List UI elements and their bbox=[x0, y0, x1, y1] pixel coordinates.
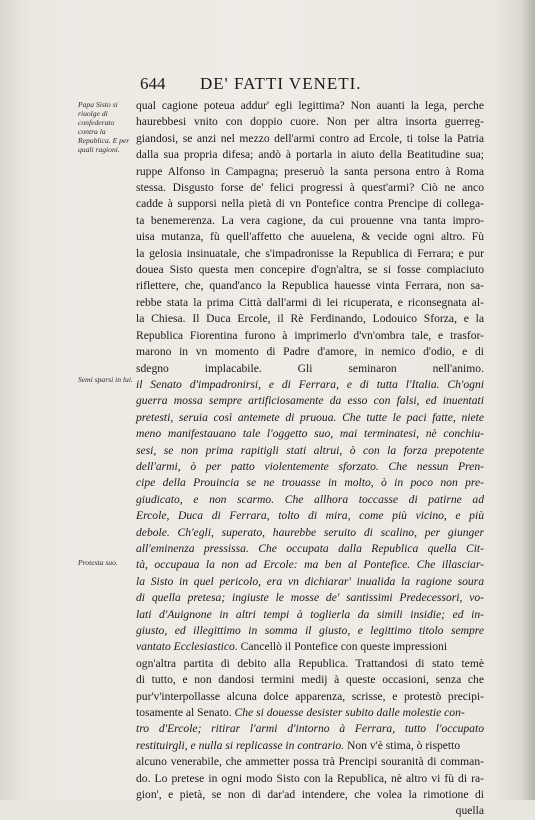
page-number: 644 bbox=[140, 74, 166, 93]
text-line: Ercole, Duca di Ferrara, tolto di mira, come più vicino, e più bbox=[136, 509, 484, 523]
paragraph-roman-2 bbox=[136, 656, 484, 820]
text-line: debole. Ch'egli, superato, haurebbe seruito di scalino, per giunger bbox=[136, 525, 484, 539]
text-line-mixed bbox=[136, 705, 484, 721]
text-line: rebbe stata la prima Città dall'armi di lei ricuperata, e riconsegnata al- bbox=[136, 295, 484, 309]
text-line: la Chiesa. Il Duca Ercole, il Rè Ferdinando, Lodouico Sforza, e la bbox=[136, 312, 484, 326]
text-line: ruppe Alfonso in Campagna; preseruò la santa persona entro à Roma bbox=[136, 164, 484, 178]
text-line: giusto, ed illegittimo in somma il giusto, e legittimo titolo sempre bbox=[136, 624, 484, 637]
text-line: la Sisto in quel pericolo, era vn dichiarar' inualida la ragione soura bbox=[136, 574, 484, 588]
text-line: sesi, se non prima rapitigli stati altrui, ò con la forza prepotente bbox=[136, 443, 484, 457]
text-line: uisa mutanza, fù quell'affetto che auuelena, & vecide ogni altro. Fù bbox=[136, 230, 484, 244]
roman-fragment: Non v'è stima, ò rispetto bbox=[346, 738, 461, 752]
text-line: all'eminenza pressissa. Che occupata dalla Republica quella Cit- bbox=[136, 541, 484, 555]
text-line: di tutto, e non dandosi termini medij à queste occasioni, senza che bbox=[136, 673, 484, 687]
text-line: ta benemerenza. La vera cagione, da cui prouenne vna tanta impro- bbox=[136, 213, 484, 227]
text-line: il Senato d'impadronirsi, e di Ferrara, e di tutta l'Italia. Ch'ogni bbox=[136, 377, 484, 391]
text-line: alcuno venerabile, che ammetter possa trà Prencipi souranità di comman- bbox=[136, 755, 484, 769]
text-line-mixed bbox=[136, 738, 484, 754]
margin-note-semi-sparsi: Semi sparsi in lui. bbox=[78, 375, 133, 384]
text-line: tro d'Ercole; ritirar l'armi d'intorno à Ferrara, tutto l'occupato bbox=[136, 722, 484, 736]
paragraph-italic-1 bbox=[136, 377, 484, 656]
text-line: dalla sua propria difesa; andò à portarla in aiuto della Beatitudine sua; bbox=[136, 148, 484, 162]
text-line: giandosi, se anzi nel mezzo dell'armi contro ad Ercole, ti tolse la Patria bbox=[136, 131, 484, 145]
text-line: guerra mossa sempre artificiosamente da esso con falsi, ed inuentati bbox=[136, 394, 484, 408]
roman-fragment: tosamente al Senato. bbox=[136, 706, 232, 720]
page-edge-shadow bbox=[521, 0, 535, 800]
italic-fragment: vantato Ecclesiastico. bbox=[136, 640, 238, 654]
main-text-block bbox=[136, 98, 484, 820]
text-line: marono in vn momento di Padre d'amore, in nemico d'odio, e di bbox=[136, 345, 484, 359]
page-header bbox=[140, 74, 440, 94]
text-line: di quella pretesa; ingiuste le mosse de' santissimi Predecessori, vo- bbox=[136, 591, 484, 605]
text-line: sdegno implacabile. Gli seminaron nell'animo. bbox=[136, 361, 484, 375]
roman-fragment: Cancellò il Pontefice con queste impressioni bbox=[240, 640, 448, 654]
text-line: giudicato, e non scarmo. Che allhora toccasse di patirne ad bbox=[136, 492, 484, 506]
text-line: haurebbesi vnito con doppio cuore. Non per altra insorta guerreg- bbox=[136, 115, 484, 129]
catchword: quella bbox=[455, 804, 484, 818]
text-line: la gelosia insinuatale, che s'impadronisse la Republica di Ferrara; e pur bbox=[136, 246, 484, 260]
text-line: gion', e pietà, se non di dar'ad intendere, che volea la rimotione di bbox=[136, 788, 484, 802]
italic-fragment: restituirgli, e nulla si replicasse in contrario. bbox=[136, 738, 345, 752]
italic-fragment: Che si douesse desister subito dalle molestie con- bbox=[234, 706, 465, 720]
text-line: qual cagione poteua addur' egli legittima? Non auanti la lega, perche bbox=[136, 99, 484, 112]
text-line: lati d'Auignone in altri tempi à toglierla da simili insidie; ed in- bbox=[136, 607, 484, 621]
text-line: pretesti, seruia così antemete di pruoua. Che tutte le paci fatte, niete bbox=[136, 410, 484, 424]
text-line: meno manifestauano tale l'oggetto suo, mai terminatesi, nè conchiu- bbox=[136, 427, 484, 441]
text-line: pur'v'interpollasse alcuna dolce apparenza, scrisse, e protestò precipi- bbox=[136, 689, 484, 703]
running-title: DE' FATTI VENETI. bbox=[200, 74, 362, 93]
text-line: ogn'altra partita di debito alla Republica. Trattandosi di stato temè bbox=[136, 656, 484, 670]
text-line: Republica Fiorentina furono à imprimerlo d'vn'ombra tale, e trasfor- bbox=[136, 328, 484, 342]
text-line: stessa. Disgusto forse de' felici progressi à quest'armi? Ciò ne anco bbox=[136, 181, 484, 195]
text-line: tà, occupaua la non ad Ercole: ma ben al Pontefice. Che illasciar- bbox=[136, 558, 484, 572]
paragraph-roman-1 bbox=[136, 98, 484, 377]
text-line: douea Sisto questa men concepire d'ogn'altra, se si fosse compiaciuto bbox=[136, 263, 484, 277]
text-line: cadde à supporsi nella pietà di vn Pontefice contra Prencipe di collega- bbox=[136, 197, 484, 211]
text-line: dell'armi, ò per patto violentemente sforzato. Che nessun Pren- bbox=[136, 459, 484, 473]
margin-note-protesta: Protesta suo. bbox=[78, 558, 118, 567]
margin-note-papa-sisto: Papa Sisto si riuolge di confederato contra la Republica. E per quali ragioni. bbox=[78, 100, 130, 154]
text-line-mixed bbox=[136, 639, 484, 655]
text-line: riflettere, che, quand'anco la Republica hauesse vinta Ferrara, non sa- bbox=[136, 279, 484, 293]
text-line: do. Lo pretese in ogni modo Sisto con la Republica, nè altro vi fù di ra- bbox=[136, 771, 484, 785]
text-line: cipe della Prouincia se ne trouasse in molto, ò in poco non pre- bbox=[136, 476, 484, 490]
